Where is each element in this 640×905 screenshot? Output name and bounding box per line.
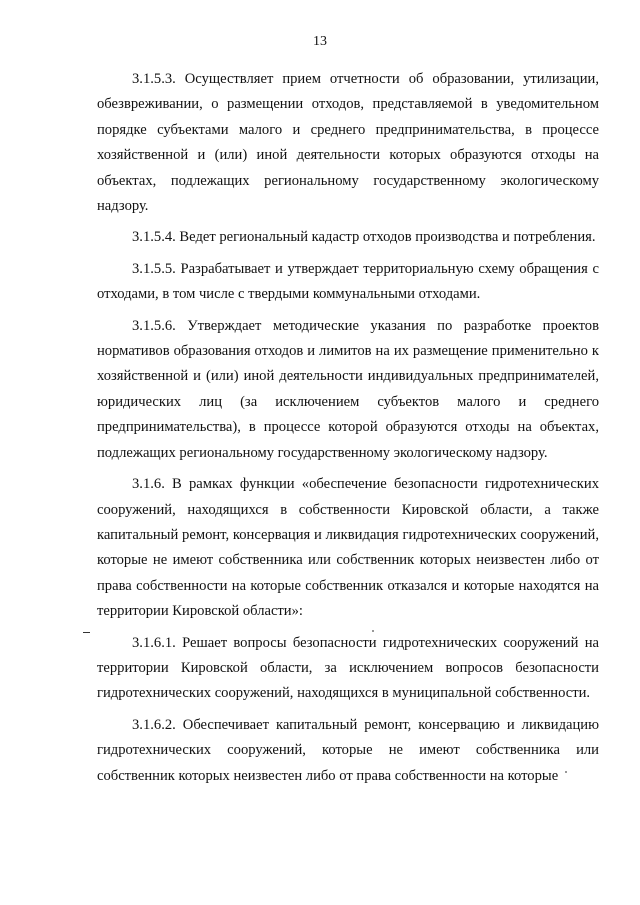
page-number: 13: [313, 34, 327, 49]
paragraph-3-1-5-6: 3.1.5.6. Утверждает методические указания по разработке проектов нормативов образования отходов и лимитов на их размещение применительно к хозяйственной и (или) иной деятельности индивидуальных предпринимателей, юридических лиц (за исключением субъектов малого и среднего предпринимательства), в процессе которой образуются отходы на объектах, подлежащих региональному государственному экологическому надзору.: [97, 317, 599, 461]
paragraph-3-1-6: 3.1.6. В рамках функции «обеспечение безопасности гидротехнических сооружений, находящихся в собственности Кировской области, а также капитальный ремонт, консервация и ликвидация гидротехнических сооружений, которые не имеют собственника или собственник которых неизвестен либо от права собственности на которые собственник отказался и которые находятся на территории Кировской области»:: [97, 476, 599, 620]
margin-scan-mark: [83, 632, 90, 633]
paragraph-3-1-5-3: 3.1.5.3. Осуществляет прием отчетности об образовании, утилизации, обезвреживании, о размещении отходов, представляемой в уведомительном порядке субъектами малого и среднего предпринимательства, в процессе хозяйственной и (или) иной деятельности которых образуются отходы на объектах, подлежащих региональному государственному экологическому надзору.: [97, 71, 599, 215]
paragraph-3-1-5-4: 3.1.5.4. Ведет региональный кадастр отходов производства и потребления.: [132, 229, 596, 246]
paragraph-3-1-6-1: 3.1.6.1. Решает вопросы безопасности гидротехнических сооружений на территории Кировской области, за исключением вопросов безопасности гидротехнических сооружений, находящихся в муниципальной собственности.: [97, 634, 599, 702]
scan-speck: [565, 771, 567, 773]
paragraph-3-1-6-2: 3.1.6.2. Обеспечивает капитальный ремонт, консервацию и ликвидацию гидротехнических сооружений, которые не имеют собственника или собственник которых неизвестен либо от права собственности на которые: [97, 716, 599, 784]
document-body: [97, 67, 599, 789]
scan-speck: [372, 630, 374, 632]
paragraph-3-1-5-5: 3.1.5.5. Разрабатывает и утверждает территориальную схему обращения с отходами, в том числе с твердыми коммунальными отходами.: [97, 260, 599, 303]
